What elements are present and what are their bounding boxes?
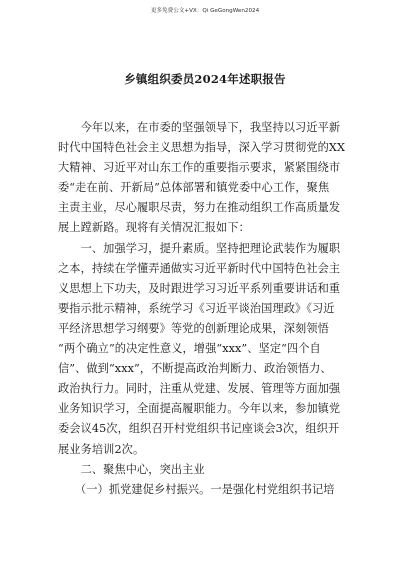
paragraph-intro [58,118,354,239]
text-line: （一）抓党建促乡村振兴。一是强化村党组织书记培 [58,482,335,496]
text-line: 主责主业，尽心履职尽责，努力在推动组织工作高质量发 [58,201,341,215]
document-title: 乡镇组织委员2024年述职报告 [124,72,286,86]
text-line: 委“走在前、开新局”总体部署和镇党委中心工作，聚焦 [58,181,330,195]
page-header-note: 更多免费公文+VX：Qi GeGongWen2024 [150,8,260,14]
paragraph-study [58,239,354,460]
text-line: 一、加强学习，提升素质。坚持把理论武装作为履职 [58,241,341,255]
paragraph-subsection-1 [58,480,354,500]
text-line: 平经济思想学习纲要》等党的创新理论成果，深刻领悟 [58,321,329,335]
text-line: “两个确立”的决定性意义，增强“xxx”、坚定“四个自 [58,342,321,356]
text-line: 时代中国特色社会主义思想为指导，深入学习贯彻党的XX [58,141,346,155]
text-line: 之本，持续在学懂弄通做实习近平新时代中国特色社会主 [58,261,341,275]
text-line: 义思想上下功夫，及时跟进学习习近平系列重要讲话和重 [58,281,341,295]
section-heading: 二、聚焦中心，突出主业 [58,462,205,476]
text-line: 委会议45次，组织召开村党组织书记座谈会3次，组织开 [58,422,340,436]
text-line: 业务知识学习，全面提高履职能力。今年以来，参加镇党 [58,402,341,416]
text-line: 要指示批示精神，系统学习《习近平谈治国理政》《习近 [58,301,335,315]
text-line: 今年以来，在市委的坚强领导下，我坚持以习近平新 [58,121,341,134]
text-line: 政治执行力。同时，注重从党建、发展、管理等方面加强 [58,382,341,396]
text-line: 大精神、习近平对山东工作的重要指示要求，紧紧围绕市 [58,161,341,175]
text-line: 展上蹚新路。现将有关情况汇报如下： [58,221,250,235]
text-line: 信”、做到“xxx”，不断提高政治判断力、政治领悟力、 [58,362,332,376]
document-body [58,118,354,500]
text-line: 展业务培训2次。 [58,442,145,456]
section-heading-2 [58,460,354,480]
